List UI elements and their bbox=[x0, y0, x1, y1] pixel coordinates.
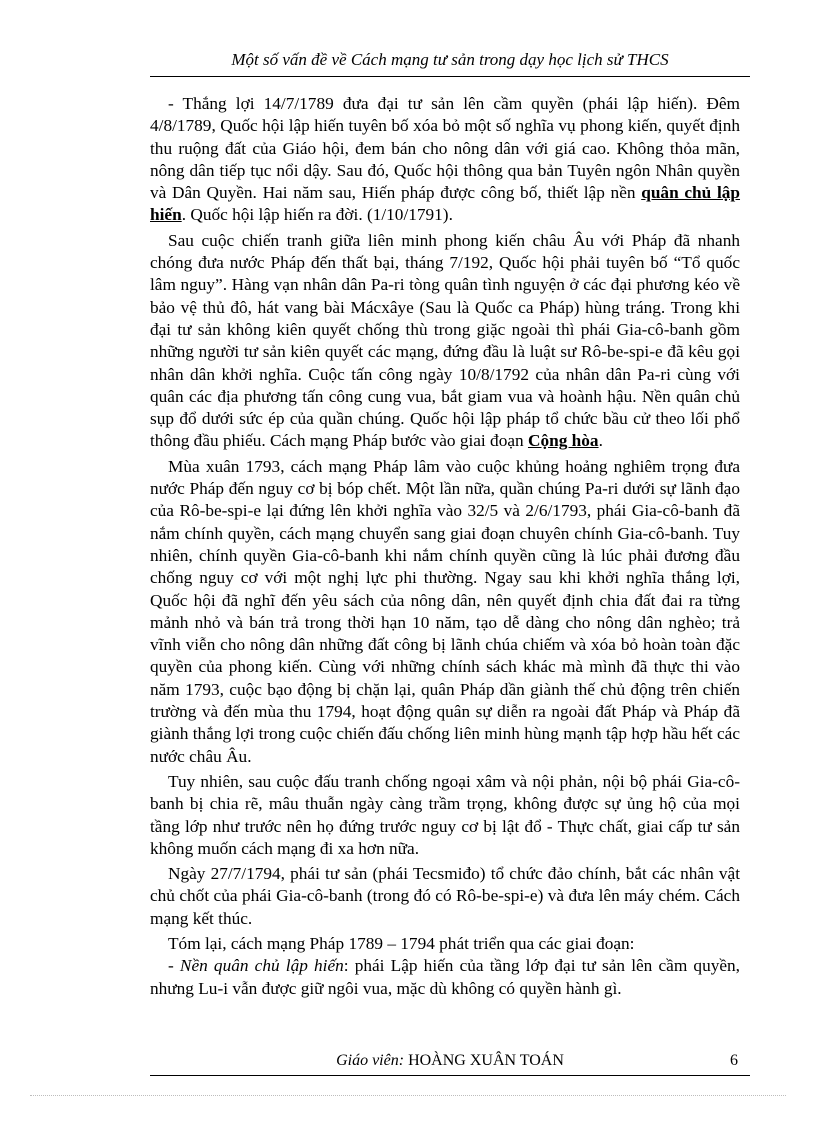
paragraph-1-text-a: - Thắng lợi 14/7/1789 đưa đại tư sản lên cầm quyền (phái lập hiến). Đêm 4/8/1789, Quốc hội lập hiến tuyên bố xóa bỏ một số nghĩa vụ phong kiến, quyết định thu ruộng đất của Giáo hội, đem bán cho nông dân với giá cao. Không thỏa mãn, nông dân tiếp tục nổi dậy. Sau đó, Quốc hội thông qua bản Tuyên ngôn Nhân quyền và Dân Quyền. Hai năm sau, Hiến pháp được công bố, thiết lập nền bbox=[150, 94, 740, 203]
document-body bbox=[150, 93, 740, 1000]
term-republic: Cộng hòa bbox=[527, 431, 599, 451]
paragraph-3: Mùa xuân 1793, cách mạng Pháp lâm vào cuộc khủng hoảng nghiêm trọng đưa nước Pháp đến nguy cơ bị bóp chết. Một lần nữa, quần chúng Pa-ri dưới sự lãnh đạo của Rô-be-spi-e lại đứng lên khởi nghĩa vào 32/5 và 2/6/1793, phái Gia-cô-banh đã nắm chính quyền, cách mạng chuyển sang giai đoạn chuyên chính Gia-cô-banh. Tuy nhiên, chính quyền Gia-cô-banh khi nắm chính quyền cũng là lúc phải đương đầu chống nguy cơ với một nghị lực phi thường. Ngay sau khi khởi nghĩa thắng lợi, Quốc hội đã nghĩ đến yêu sách của nông dân, nên quyết định chia đất đai ra từng mảnh nhỏ và bán trả trong thời hạn 10 năm, tạo dễ dàng cho nông dân nghèo; trả vĩnh viễn cho nông dân những đất công bị lãnh chúa chiếm và xóa bỏ hoàn toàn đặc quyền của phong kiến. Cùng với những chính sách khác mà mình đã thực thi vào năm 1793, cuộc bạo động bị chặn lại, quân Pháp dần giành thế chủ động trên chiến trường và đến mùa thu 1794, hoạt động quân sự diễn ra ngoài đất Pháp và Pháp đã giành thắng lợi trong cuộc chiến đấu chống liên minh hùng mạnh tập hợp hầu hết các nước châu Âu. bbox=[150, 456, 740, 766]
paragraph-2-text-b: . bbox=[598, 431, 603, 451]
paragraph-2-text-a: Sau cuộc chiến tranh giữa liên minh phong kiến châu Âu với Pháp đã nhanh chóng đưa nước Pháp đến thất bại, tháng 7/192, Quốc hội phải tuyên bố “Tổ quốc lâm nguy”. Hàng vạn nhân dân Pa-ri tòng quân tình nguyện ở các đại phương kéo về bảo vệ thủ đô, hát vang bài Mácxâye (Sau là Quốc ca Pháp) hùng tráng. Trong khi đại tư sản không kiên quyết chống thù trong giặc ngoài thì phái Gia-cô-banh gồm những người tư sản kiên quyết các mạng, đứng đầu là luật sư Rô-be-spi-e đã kêu gọi nhân dân khởi nghĩa. Cuộc tấn công ngày 10/8/1792 của nhân dân Pa-ri cùng với quân các địa phương tấn công cung vua, bắt giam vua và hoành hậu. Nền quân chủ sụp đổ dưới sức ép của quần chúng. Quốc hội lập pháp tổ chức bầu cử theo lối phổ thông đầu phiếu. Cách mạng Pháp bước vào giai đoạn bbox=[150, 230, 740, 451]
paragraph-7 bbox=[150, 955, 740, 1000]
paragraph-1 bbox=[150, 93, 740, 227]
header-title: Một số vấn đề về Cách mạng tư sản trong dạy học lịch sử THCS bbox=[231, 50, 669, 69]
footer-teacher bbox=[150, 1052, 750, 1070]
paragraph-2 bbox=[150, 230, 740, 453]
paragraph-4: Tuy nhiên, sau cuộc đấu tranh chống ngoại xâm và nội phản, nội bộ phái Gia-cô-banh bị chia rẽ, mâu thuẫn ngày càng trầm trọng, không được sự ủng hộ của mọi tầng lớp như trước nên họ đứng trước nguy cơ bị lật đổ - Thực chất, giai cấp tư sản không muốn cách mạng đi xa hơn nữa. bbox=[150, 771, 740, 858]
term-constitutional-monarchy-stage: Nền quân chủ lập hiến bbox=[179, 956, 344, 976]
header-rule bbox=[150, 76, 750, 77]
paragraph-5: Ngày 27/7/1794, phái tư sản (phái Tecsmiđo) tổ chức đảo chính, bắt các nhân vật chủ chốt của phái Gia-cô-banh (trong đó có Rô-be-spi-e) và đưa lên máy chém. Cách mạng kết thúc. bbox=[150, 864, 740, 928]
footer-rule bbox=[150, 1075, 750, 1076]
paragraph-7-text-b: : phái Lập hiến của tầng lớp đại tư sản lên cầm quyền, nhưng Lu-i vẫn được giữ ngôi vua, mặc dù không có quyền hành gì. bbox=[150, 956, 740, 998]
page-break-dotted-line bbox=[30, 1095, 786, 1096]
page-number: 6 bbox=[730, 1052, 738, 1069]
teacher-name: HOÀNG XUÂN TOÁN bbox=[408, 1052, 564, 1069]
term-constitutional-monarchy: quân chủ lập hiến bbox=[150, 183, 741, 225]
teacher-label: Giáo viên: bbox=[336, 1052, 409, 1069]
paragraph-6: Tóm lại, cách mạng Pháp 1789 – 1794 phát triển qua các giai đoạn: bbox=[168, 933, 635, 953]
paragraph-1-text-b: . Quốc hội lập hiến ra đời. (1/10/1791). bbox=[181, 205, 453, 225]
paragraph-7-prefix: - bbox=[168, 956, 180, 976]
